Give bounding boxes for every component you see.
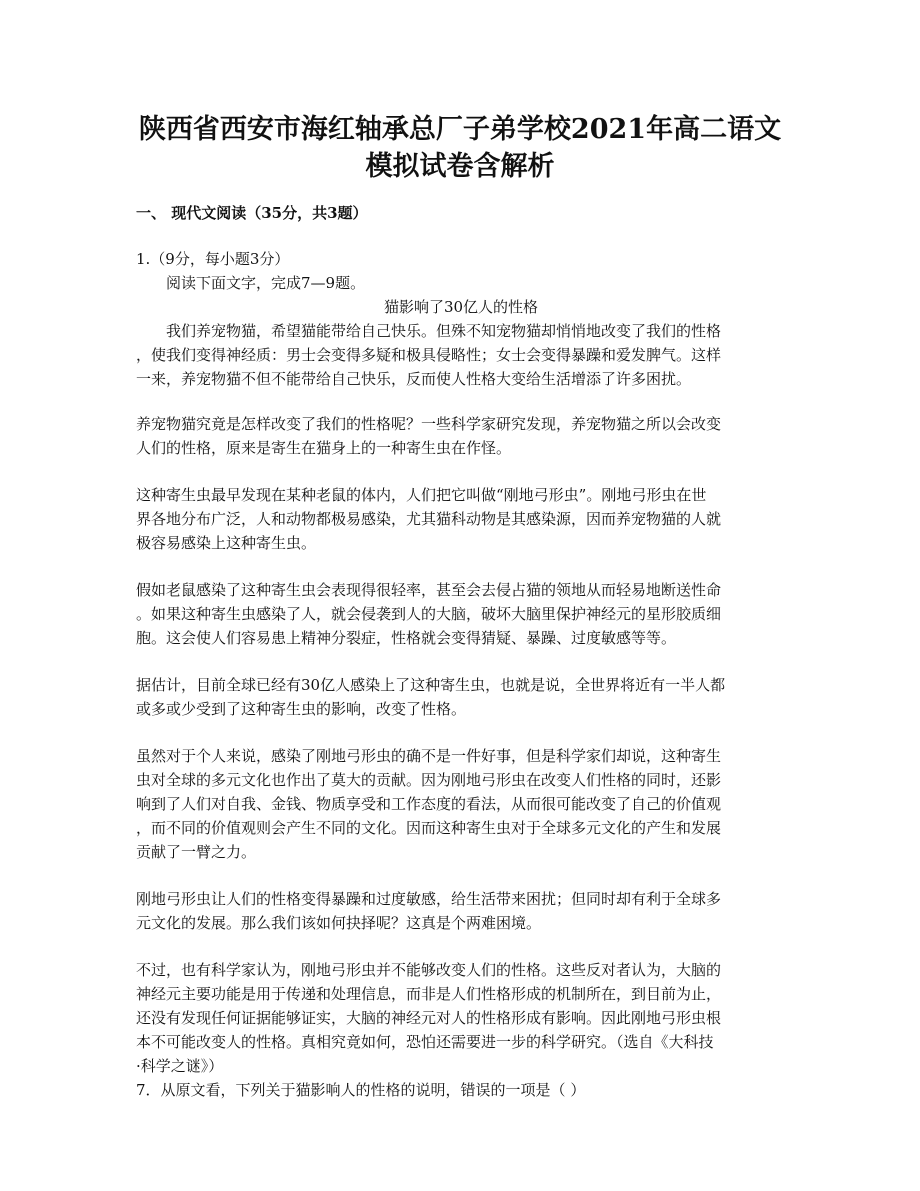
paragraph-6-line-4: ，而不同的价值观则会产生不同的文化。因而这种寄生虫对于全球多元文化的产生和发展: [136, 819, 722, 837]
paragraph-8-line-5: ·科学之谜》）: [136, 1057, 224, 1075]
paragraph-8-line-2: 神经元主要功能是用于传递和处理信息，而非是人们性格形成的机制所在，到目前为止，: [136, 985, 722, 1003]
reading-instruction: 阅读下面文字，完成7—9题。: [166, 274, 366, 292]
paragraph-6-line-1: 虽然对于个人来说，感染了刚地弓形虫的确不是一件好事，但是科学家们却说，这种寄生: [136, 747, 722, 765]
paragraph-4-line-1: 假如老鼠感染了这种寄生虫会表现得很轻率，甚至会去侵占猫的领地从而轻易地断送性命: [136, 581, 722, 599]
document-title-line-2: 模拟试卷含解析: [365, 151, 555, 182]
paragraph-8-line-4: 本不可能改变人的性格。真相究竟如何，恐怕还需要进一步的科学研究。（选自《大科技: [136, 1033, 714, 1051]
section-heading: 一、 现代文阅读（35分，共3题）: [136, 204, 368, 222]
paragraph-4-line-3: 胞。这会使人们容易患上精神分裂症，性格就会变得猜疑、暴躁、过度敏感等等。: [136, 629, 677, 647]
paragraph-1-line-3: 一来，养宠物猫不但不能带给自己快乐，反而使人性格大变给生活增添了许多困扰。: [136, 370, 692, 388]
paragraph-3-line-2: 界各地分布广泛，人和动物都极易感染，尤其猫科动物是其感染源，因而养宠物猫的人就: [136, 510, 722, 528]
paragraph-3-line-1: 这种寄生虫最早发现在某种老鼠的体内，人们把它叫做“刚地弓形虫”。刚地弓形虫在世: [136, 486, 707, 504]
article-title: 猫影响了30亿人的性格: [383, 298, 539, 316]
question-header: 1.（9分，每小题3分）: [136, 250, 290, 268]
paragraph-5-line-2: 或多或少受到了这种寄生虫的影响，改变了性格。: [136, 700, 467, 718]
paragraph-2-line-1: 养宠物猫究竟是怎样改变了我们的性格呢？一些科学家研究发现，养宠物猫之所以会改变: [136, 415, 722, 433]
paragraph-6-line-3: 响到了人们对自我、金钱、物质享受和工作态度的看法，从而很可能改变了自己的价值观: [136, 795, 722, 813]
paragraph-4-line-2: 。如果这种寄生虫感染了人，就会侵袭到人的大脑，破坏大脑里保护神经元的星形胶质细: [136, 605, 722, 623]
paragraph-8-line-3: 还没有发现任何证据能够证实，大脑的神经元对人的性格形成有影响。因此刚地弓形虫根: [136, 1009, 722, 1027]
question-7-stem: 7．从原文看，下列关于猫影响人的性格的说明，错误的一项是（ ）: [136, 1081, 586, 1099]
paragraph-8-line-1: 不过，也有科学家认为，刚地弓形虫并不能够改变人们的性格。这些反对者认为，大脑的: [136, 961, 722, 979]
paragraph-5-line-1: 据估计，目前全球已经有30亿人感染上了这种寄生虫，也就是说，全世界将近有一半人都: [136, 676, 726, 694]
paragraph-7-line-1: 刚地弓形虫让人们的性格变得暴躁和过度敏感，给生活带来困扰；但同时却有利于全球多: [136, 890, 722, 908]
paragraph-2-line-2: 人们的性格，原来是寄生在猫身上的一种寄生虫在作怪。: [136, 439, 512, 457]
paragraph-1-line-1: 我们养宠物猫，希望猫能带给自己快乐。但殊不知宠物猫却悄悄地改变了我们的性格: [166, 322, 722, 340]
paragraph-1-line-2: ，使我们变得神经质：男士会变得多疑和极具侵略性；女士会变得暴躁和爱发脾气。这样: [136, 346, 722, 364]
paragraph-7-line-2: 元文化的发展。那么我们该如何抉择呢？这真是个两难困境。: [136, 914, 542, 932]
paragraph-3-line-3: 极容易感染上这种寄生虫。: [136, 534, 317, 552]
paragraph-6-line-5: 贡献了一臂之力。: [136, 843, 257, 861]
paragraph-6-line-2: 虫对全球的多元文化也作出了莫大的贡献。因为刚地弓形虫在改变人们性格的同时，还影: [136, 771, 722, 789]
document-title-line-1: 陕西省西安市海红轴承总厂子弟学校2021年高二语文: [138, 114, 782, 145]
